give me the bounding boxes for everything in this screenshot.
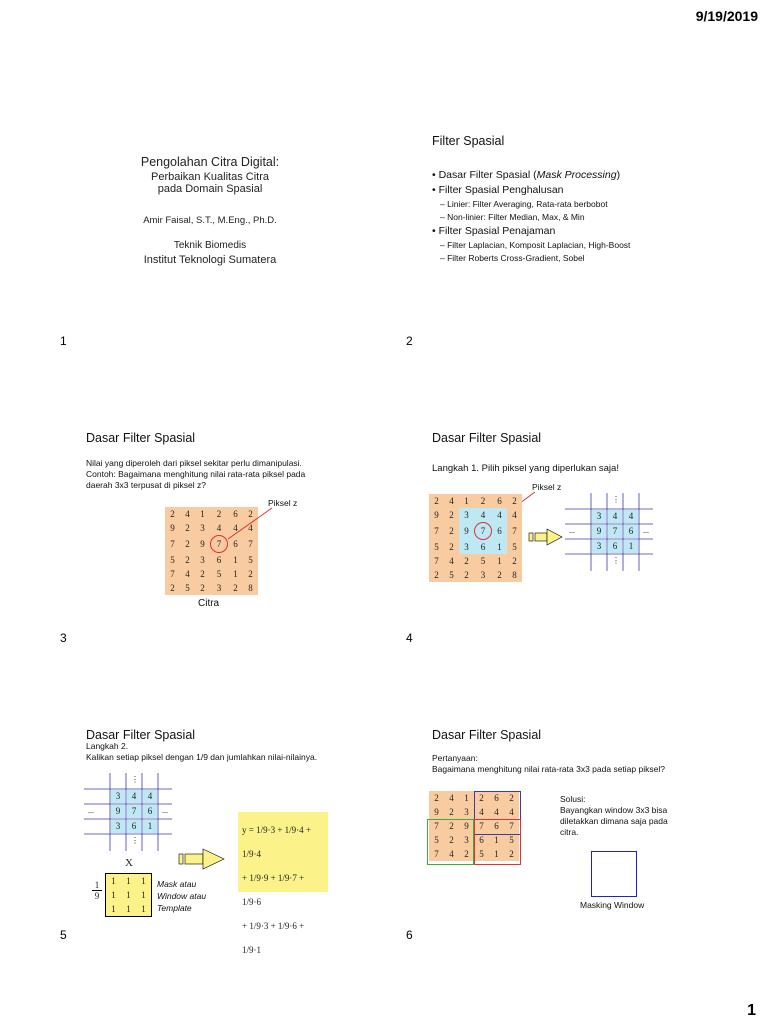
grid-cell: 2 [504, 847, 519, 861]
grid-cell: 9 [459, 819, 474, 833]
vertical-ellipsis: ⋮ [612, 556, 620, 565]
grid-cell: 2 [507, 554, 522, 568]
grid-cell: 5 [210, 567, 228, 581]
grid-cell: 1 [492, 554, 507, 568]
slide-3-text [86, 458, 346, 491]
window-cell: 9 [111, 805, 125, 818]
grid-cell: 2 [507, 494, 522, 508]
window-cell: 4 [143, 790, 157, 803]
page-number: 1 [747, 1002, 756, 1019]
grid-cell: 2 [228, 581, 243, 595]
grid-cell: 1 [121, 888, 136, 902]
grid-cell: 6 [210, 553, 228, 567]
slide-4-step: Langkah 1. Pilih piksel yang diperlukan saja! [432, 463, 619, 474]
pointer-line [220, 506, 280, 546]
slide-4-title: Dasar Filter Spasial [432, 431, 542, 445]
grid-cell: 4 [180, 507, 195, 521]
grid-cell: 2 [444, 508, 459, 522]
slide-1-inst: Institut Teknologi Sumatera [143, 254, 277, 266]
slide-2-bullets [432, 168, 732, 265]
grid-cell: 2 [165, 507, 180, 521]
grid-cell: 4 [228, 521, 243, 535]
vertical-ellipsis: ⋮ [131, 775, 139, 784]
multiply-sign: X [125, 857, 133, 869]
slide-2-title: Filter Spasial [432, 134, 505, 148]
grid-cell: 7 [165, 567, 180, 581]
grid-cell: 1 [459, 791, 474, 805]
grid-cell: 4 [210, 521, 228, 535]
slide-4-number: 4 [406, 631, 413, 645]
grid-cell: 1 [489, 833, 504, 847]
grid-cell: 2 [243, 567, 258, 581]
grid-cell: 1 [106, 888, 122, 902]
grid-cell: 6 [474, 540, 492, 554]
window-green [427, 819, 474, 865]
grid-cell: 1 [228, 553, 243, 567]
horizontal-ellipsis: ... [88, 806, 94, 815]
slide-1-number: 1 [60, 334, 67, 348]
grid-cell: 5 [474, 847, 489, 861]
grid-cell: 2 [492, 568, 507, 582]
grid-cell: 4 [444, 791, 459, 805]
window-cell: 6 [127, 820, 141, 833]
formula-line: y = 1/9·3 + 1/9·4 + 1/9·4 [242, 825, 311, 859]
grid-cell: 5 [429, 833, 444, 847]
window-cell: 1 [624, 540, 638, 553]
grid-cell: 3 [459, 508, 474, 522]
grid-cell: 1 [489, 847, 504, 861]
window-cell: 9 [592, 525, 606, 538]
grid-cell: 2 [444, 819, 459, 833]
window-cell: 3 [111, 790, 125, 803]
horizontal-ellipsis: ... [643, 526, 649, 535]
grid-cell: 6 [492, 522, 507, 540]
sub-bullet: – Filter Laplacian, Komposit Laplacian, High-Boost [440, 240, 631, 250]
grid-cell: 1 [492, 540, 507, 554]
mask-grid [105, 873, 152, 917]
grid-cell: 4 [507, 508, 522, 522]
text-line: Nilai yang diperoleh dari piksel sekitar perlu dimanipulasi. [86, 458, 302, 468]
window-cell: 6 [143, 805, 157, 818]
grid-cell: 4 [474, 805, 489, 819]
window-grid [84, 773, 172, 851]
slide-1-subtitle-2: pada Domain Spasial [157, 183, 263, 195]
grid-cell: 6 [489, 819, 504, 833]
grid-cell: 2 [474, 494, 492, 508]
grid-cell: 7 [474, 522, 492, 540]
masking-window-box [591, 851, 637, 897]
text-line: daerah 3x3 terpusat di piksel z? [86, 480, 207, 490]
formula-line: + 1/9·3 + 1/9·6 + 1/9·1 [242, 921, 305, 955]
bullet-3: • Filter Spasial Penajaman [432, 225, 556, 237]
bullet-1: • Dasar Filter Spasial (Mask Processing) [432, 169, 621, 181]
window-cell: 4 [608, 510, 622, 523]
grid-cell: 2 [180, 535, 195, 553]
slide-5-step: Langkah 2. [86, 741, 129, 751]
grid-cell: 1 [136, 902, 152, 917]
window-cell: 3 [592, 510, 606, 523]
bullet-2: • Filter Spasial Penghalusan [432, 184, 564, 196]
grid-cell: 7 [210, 535, 228, 553]
grid-cell: 4 [444, 847, 459, 861]
grid-cell: 1 [459, 494, 474, 508]
slide-6-number: 6 [406, 928, 413, 942]
window-cell: 6 [608, 540, 622, 553]
slide-3-title: Dasar Filter Spasial [86, 431, 196, 445]
grid-cell: 3 [210, 581, 228, 595]
grid-cell: 2 [210, 507, 228, 521]
fraction: 1 9 [92, 880, 102, 901]
window-cell: 6 [624, 525, 638, 538]
grid-cell: 2 [429, 791, 444, 805]
grid-cell: 2 [165, 581, 180, 595]
grid-cell: 5 [429, 540, 444, 554]
grid-cell: 7 [429, 819, 444, 833]
arrow-right-icon [178, 848, 226, 870]
grid-cell: 3 [459, 805, 474, 819]
sub-bullet: – Linier: Filter Averaging, Rata-rata berbobot [440, 199, 608, 209]
grid-cell: 2 [429, 568, 444, 582]
grid-cell: 2 [459, 568, 474, 582]
mask-label: Mask atau Window atau Template [157, 879, 207, 913]
grid-cell: 6 [489, 791, 504, 805]
grid-cell: 6 [228, 507, 243, 521]
grid-cell: 7 [504, 819, 519, 833]
grid-cell: 5 [444, 568, 459, 582]
grid-cell: 9 [429, 508, 444, 522]
grid-cell: 9 [165, 521, 180, 535]
slide-1-author: Amir Faisal, S.T., M.Eng., Ph.D. [143, 215, 277, 226]
grid-cell: 1 [228, 567, 243, 581]
grid-cell: 1 [136, 874, 152, 889]
grid-cell: 2 [444, 540, 459, 554]
grid-cell: 5 [180, 581, 195, 595]
window-cell: 3 [111, 820, 125, 833]
slide-5-number: 5 [60, 928, 67, 942]
grid-cell: 2 [444, 805, 459, 819]
image-grid [429, 494, 522, 582]
grid-cell: 6 [492, 494, 507, 508]
grid-cell: 1 [121, 874, 136, 889]
grid-cell: 7 [507, 522, 522, 540]
grid-cell: 1 [121, 902, 136, 917]
grid-cell: 3 [474, 568, 492, 582]
grid-cell: 4 [180, 567, 195, 581]
citra-caption: Citra [198, 598, 220, 609]
vertical-ellipsis: ⋮ [612, 495, 620, 504]
slide-5-title: Dasar Filter Spasial [86, 728, 196, 742]
grid-cell: 6 [474, 833, 489, 847]
window-cell: 4 [624, 510, 638, 523]
window-red [474, 819, 521, 865]
slide-6-solution: Solusi: Bayangkan window 3x3 bisa diletakkan dimana saja pada citra. [560, 794, 668, 837]
horizontal-ellipsis: ... [162, 806, 168, 815]
piksel-label: Piksel z [268, 498, 298, 508]
grid-cell: 2 [429, 494, 444, 508]
grid-cell: 7 [429, 847, 444, 861]
grid-cell: 2 [474, 791, 489, 805]
grid-cell: 4 [504, 805, 519, 819]
grid-cell: 3 [195, 521, 210, 535]
grid-cell: 9 [195, 535, 210, 553]
grid-cell: 5 [504, 833, 519, 847]
slide-2-number: 2 [406, 334, 413, 348]
window-cell: 4 [127, 790, 141, 803]
grid-cell: 5 [474, 554, 492, 568]
masking-window-label: Masking Window [580, 900, 645, 910]
grid-cell: 4 [492, 508, 507, 522]
grid-cell: 5 [507, 540, 522, 554]
grid-cell: 4 [243, 521, 258, 535]
grid-cell: 7 [165, 535, 180, 553]
sub-bullet: – Filter Roberts Cross-Gradient, Sobel [440, 253, 585, 263]
grid-cell: 1 [136, 888, 152, 902]
grid-cell: 2 [195, 581, 210, 595]
slide-5-text: Kalikan setiap piksel dengan 1/9 dan jumlahkan nilai-nilainya. [86, 752, 318, 762]
slide-1 [70, 155, 350, 266]
slide-3-number: 3 [60, 631, 67, 645]
grid-cell: 4 [489, 805, 504, 819]
window-grid [565, 493, 653, 571]
slide-1-subtitle: Perbaikan Kualitas Citra [150, 171, 269, 183]
grid-cell: 8 [507, 568, 522, 582]
grid-cell: 6 [228, 535, 243, 553]
grid-cell: 2 [195, 567, 210, 581]
grid-cell: 5 [165, 553, 180, 567]
horizontal-ellipsis: ... [569, 526, 575, 535]
grid-cell: 7 [429, 522, 444, 540]
grid-cell: 1 [195, 507, 210, 521]
grid-cell: 2 [459, 554, 474, 568]
grid-cell: 3 [459, 833, 474, 847]
grid-cell: 8 [243, 581, 258, 595]
window-cell: 7 [127, 805, 141, 818]
grid-cell: 9 [429, 805, 444, 819]
text-line: Contoh: Bagaimana menghitung nilai rata-rata piksel pada [86, 469, 306, 479]
slide-6-question: Pertanyaan: Bagaimana menghitung nilai rata-rata 3x3 pada setiap piksel? [432, 753, 665, 774]
grid-cell: 7 [429, 554, 444, 568]
grid-cell: 1 [106, 902, 122, 917]
vertical-ellipsis: ⋮ [131, 836, 139, 845]
grid-cell: 2 [243, 507, 258, 521]
grid-cell: 9 [459, 522, 474, 540]
grid-cell: 3 [195, 553, 210, 567]
arrow-right-icon [528, 528, 564, 546]
grid-cell: 2 [459, 847, 474, 861]
grid-cell: 5 [243, 553, 258, 567]
slide-6-title: Dasar Filter Spasial [432, 728, 542, 742]
sub-bullet: – Non-linier: Filter Median, Max, & Min [440, 212, 585, 222]
grid-cell: 7 [474, 819, 489, 833]
piksel-label: Piksel z [532, 482, 562, 492]
grid-cell: 3 [459, 540, 474, 554]
slide-1-dept: Teknik Biomedis [173, 240, 247, 251]
grid-cell: 2 [180, 553, 195, 567]
grid-cell: 2 [444, 522, 459, 540]
window-cell: 3 [592, 540, 606, 553]
formula-line: + 1/9·9 + 1/9·7 + 1/9·6 [242, 873, 305, 907]
grid-cell: 4 [474, 508, 492, 522]
grid-cell: 7 [243, 535, 258, 553]
grid-cell: 4 [444, 554, 459, 568]
grid-cell: 2 [504, 791, 519, 805]
window-cell: 1 [143, 820, 157, 833]
formula-box [238, 812, 328, 955]
grid-cell: 2 [444, 833, 459, 847]
grid-cell: 1 [106, 874, 122, 889]
date: 9/19/2019 [695, 8, 758, 24]
slide-1-title: Pengolahan Citra Digital: [140, 155, 280, 169]
window-cell: 7 [608, 525, 622, 538]
grid-cell: 2 [180, 521, 195, 535]
grid-cell: 4 [444, 494, 459, 508]
